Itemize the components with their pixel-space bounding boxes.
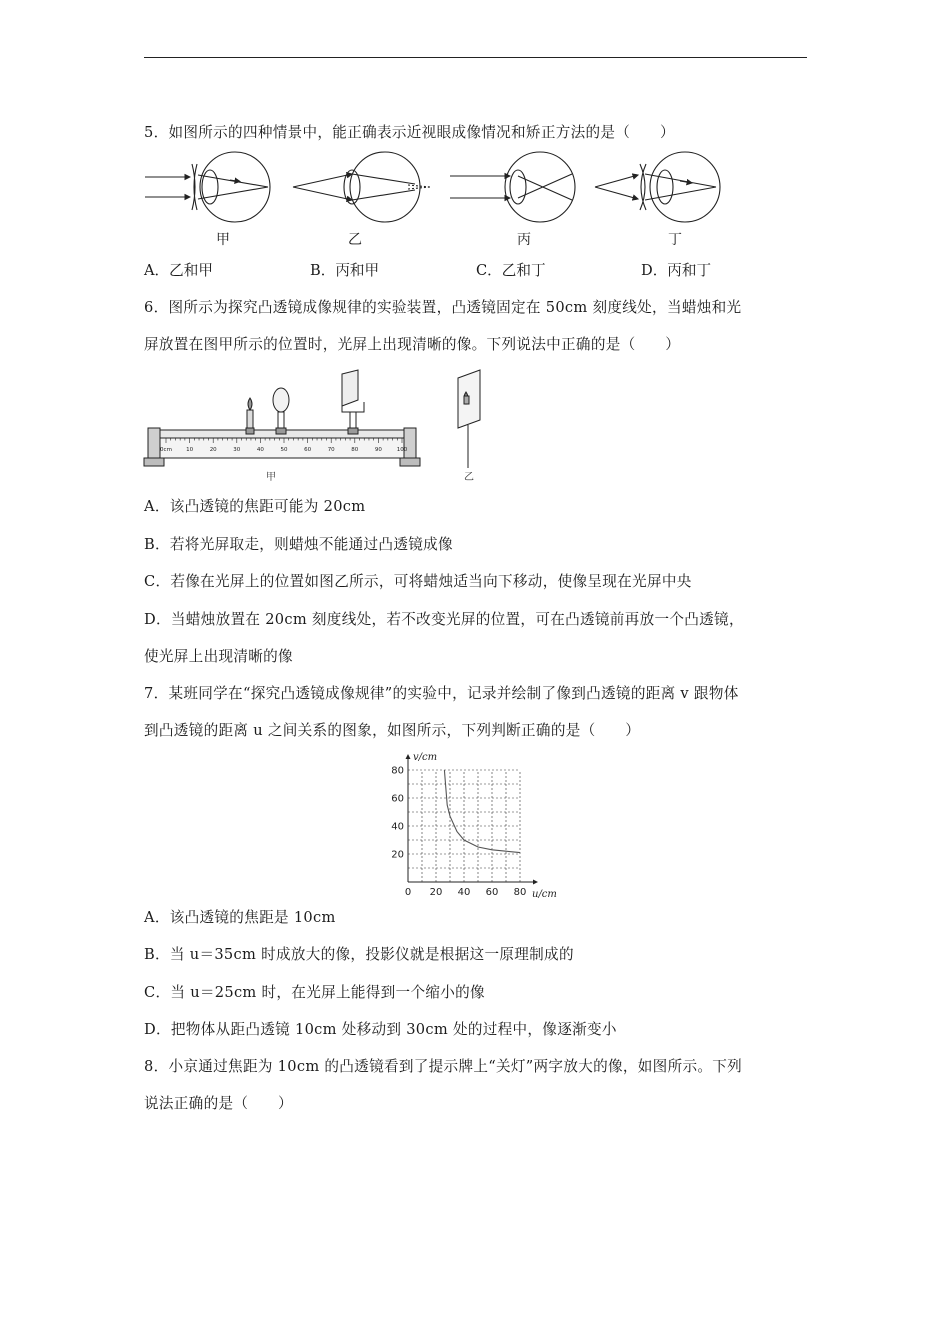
q6-option-c: C．若像在光屏上的位置如图乙所示，可将蜡烛适当向下移动，使像呈现在光屏中央 <box>144 573 692 590</box>
x-tick-label: 80 <box>513 887 527 898</box>
q6-option-a: A．该凸透镜的焦距可能为 20cm <box>144 498 366 515</box>
fig-label-yi-q6: 乙 <box>464 472 474 483</box>
q7-option-b: B．当 u＝35cm 时成放大的像，投影仪就是根据这一原理制成的 <box>144 946 574 963</box>
eye-jia <box>145 152 270 222</box>
eye-ding <box>595 152 720 222</box>
ruler-tick-label: 60 <box>304 447 312 453</box>
q5-option-c: C．乙和丁 <box>476 262 546 279</box>
q7-stem-line1: 7．某班同学在“探究凸透镜成像规律”的实验中，记录并绘制了像到凸透镜的距离 v 跟物体 <box>144 685 739 702</box>
ruler-tick-label: 30 <box>233 447 241 453</box>
ruler-tick-label: 20 <box>209 447 217 453</box>
x-tick-label: 0 <box>404 887 412 898</box>
ruler-tick-label: 80 <box>351 447 359 453</box>
header-rule <box>144 57 807 58</box>
x-tick-label: 60 <box>485 887 499 898</box>
q5-eye-figures <box>140 150 740 230</box>
q6-option-d-cont: 使光屏上出现清晰的像 <box>144 648 293 665</box>
ruler-tick-label: 90 <box>374 447 382 453</box>
y-tick-label: 20 <box>391 849 404 861</box>
fig-label-bing: 丙 <box>517 232 531 248</box>
y-axis-arrow <box>406 754 411 759</box>
q5-option-b: B．丙和甲 <box>310 262 380 279</box>
x-tick-label: 20 <box>429 887 443 898</box>
q5-option-d: D．丙和丁 <box>641 262 712 279</box>
ruler-tick-label: 40 <box>256 447 264 453</box>
ruler-tick-label: 10 <box>186 447 194 453</box>
q7-option-d: D．把物体从距凸透镜 10cm 处移动到 30cm 处的过程中，像逐渐变小 <box>144 1021 617 1038</box>
q6-option-d: D．当蜡烛放置在 20cm 刻度线处，若不改变光屏的位置，可在凸透镜前再放一个凸透镜， <box>144 611 744 628</box>
q5-option-a: A．乙和甲 <box>144 262 213 279</box>
q6-stem-line1: 6．图所示为探究凸透镜成像规律的实验装置，凸透镜固定在 50cm 刻度线处，当蜡烛和光 <box>144 299 742 316</box>
fig-label-jia: 甲 <box>216 232 230 248</box>
ruler-tick-label: 50 <box>280 447 288 453</box>
eye-bing <box>450 152 575 222</box>
x-axis-arrow <box>533 880 538 885</box>
ruler-tick-label: 70 <box>327 447 335 453</box>
y-tick-label: 40 <box>391 821 404 833</box>
eye-yi <box>293 152 430 222</box>
q6-option-b: B．若将光屏取走，则蜡烛不能通过凸透镜成像 <box>144 536 453 553</box>
q5-stem: 5．如图所示的四种情景中，能正确表示近视眼成像情况和矫正方法的是（ ） <box>144 124 675 141</box>
q7-stem-line2: 到凸透镜的距离 u 之间关系的图象，如图所示，下列判断正确的是（ ） <box>144 722 641 739</box>
q7-option-c: C．当 u＝25cm 时，在光屏上能得到一个缩小的像 <box>144 984 485 1001</box>
fig-label-jia-q6: 甲 <box>266 472 276 483</box>
fig-label-yi: 乙 <box>348 232 362 248</box>
q8-stem-line2: 说法正确的是（ ） <box>144 1095 293 1112</box>
v-u-chart <box>380 748 560 900</box>
ruler-tick-label: 100 <box>396 447 408 453</box>
x-axis-label: u/cm <box>532 889 557 900</box>
q8-stem-line1: 8．小京通过焦距为 10cm 的凸透镜看到了提示牌上“关灯”两字放大的像，如图所示。下列 <box>144 1058 743 1075</box>
fig-label-ding: 丁 <box>668 232 682 248</box>
ruler-tick-label: 0cm <box>160 447 172 453</box>
x-tick-label: 40 <box>457 887 471 898</box>
optical-bench-figure <box>144 368 424 473</box>
y-tick-label: 80 <box>391 765 404 777</box>
y-tick-label: 60 <box>391 793 404 805</box>
q6-stem-line2: 屏放置在图甲所示的位置时，光屏上出现清晰的像。下列说法中正确的是（ ） <box>144 336 681 353</box>
screen-image-figure <box>452 370 488 470</box>
q7-option-a: A．该凸透镜的焦距是 10cm <box>144 909 336 926</box>
y-axis-label: v/cm <box>413 752 438 763</box>
